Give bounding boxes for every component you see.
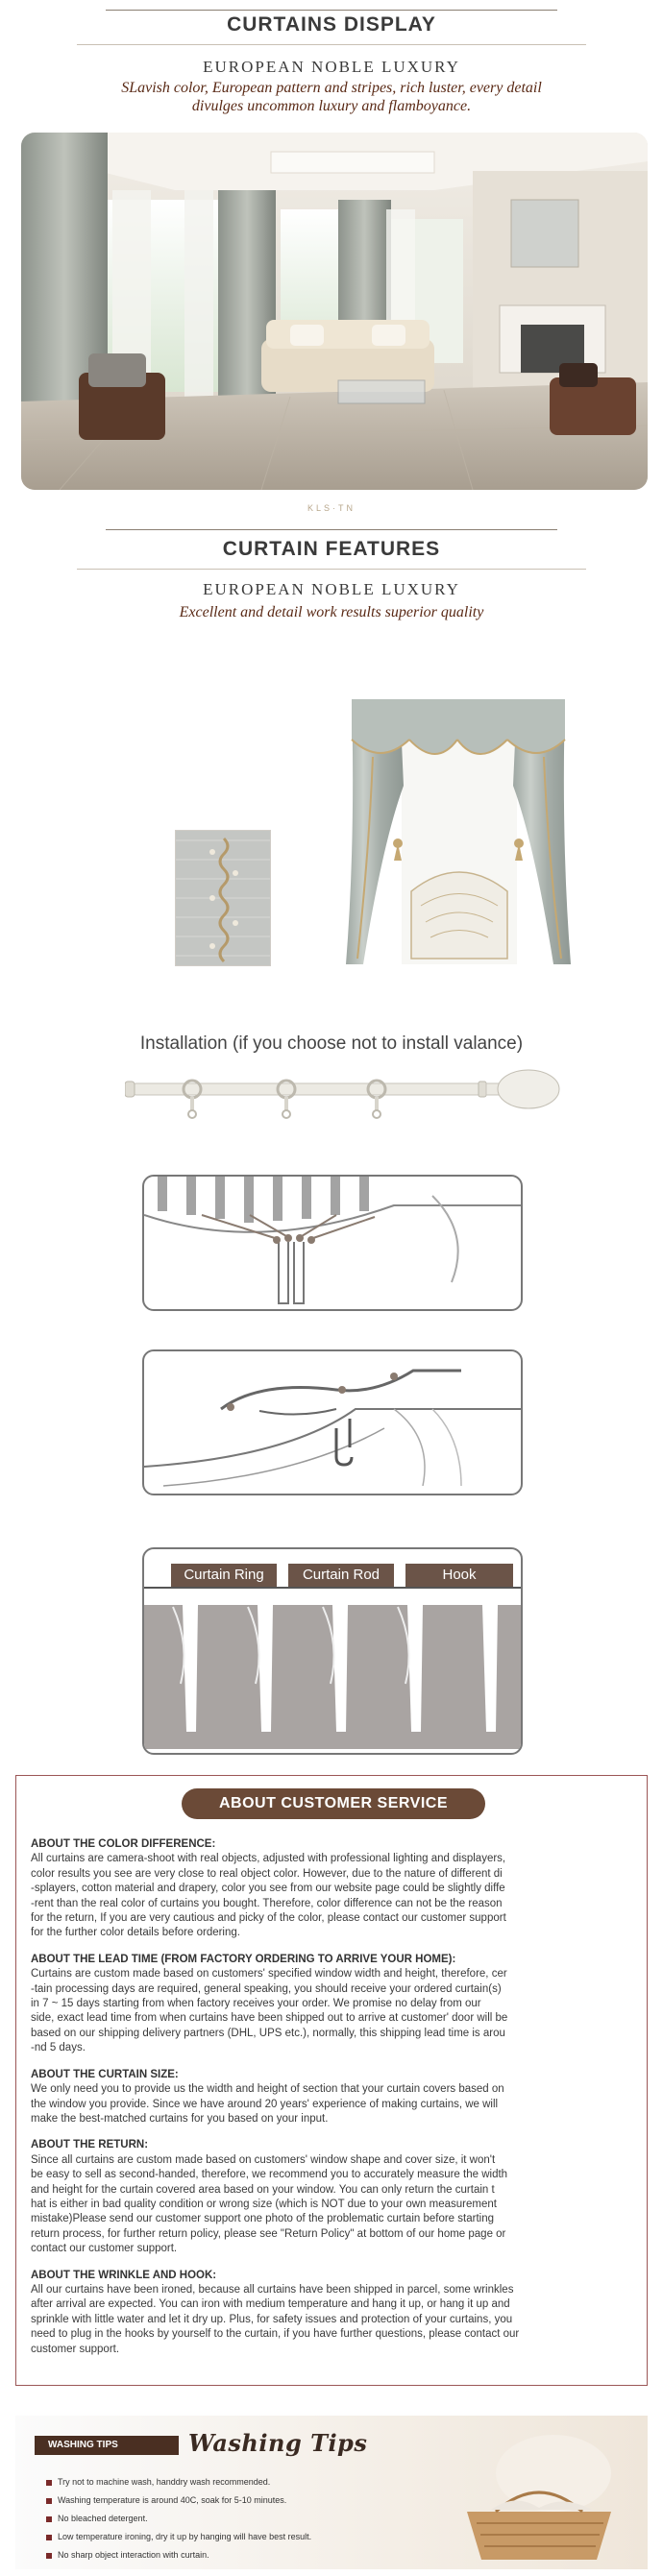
customer-service-title: ABOUT CUSTOMER SERVICE xyxy=(182,1788,485,1819)
curtain-rod-image xyxy=(125,1064,567,1126)
cs-section-return xyxy=(31,2138,642,2256)
features-subtitle: EUROPEAN NOBLE LUXURY xyxy=(203,580,460,598)
label-hook: Hook xyxy=(405,1564,513,1587)
features-header xyxy=(0,526,663,621)
washing-tips-badge: WASHING TIPS xyxy=(35,2436,179,2455)
cs-heading: ABOUT THE CURTAIN SIZE: xyxy=(31,2068,179,2080)
living-room-photo xyxy=(21,133,648,490)
washing-tips-banner xyxy=(15,2416,648,2569)
cs-section-color xyxy=(31,1837,642,1941)
cs-text: Curtains are custom made based on customers' specified window width and height, therefore, cer -tain processing days are required, general speaking, you should receive your ordered curtain(s) in 7 ~ 15 days starting from when factory receives your order. We promise no delay from our side, exact lead time from when curtains have been shipped out to arrive at customer' door will be based on our shipping delivery partners (DHL, UPS etc.), normally, this shipping lead time is arou -nd 5 days. xyxy=(31,1968,508,2054)
display-description-line1: SLavish color, European pattern and stripes, rich luster, every detail xyxy=(121,80,542,96)
features-title: CURTAIN FEATURES xyxy=(222,538,441,560)
label-curtain-ring: Curtain Ring xyxy=(171,1564,277,1587)
display-title: CURTAINS DISPLAY xyxy=(227,13,436,36)
list-item: No bleached detergent. xyxy=(44,2510,429,2528)
curtain-product-image xyxy=(344,699,573,968)
cs-text: All curtains are camera-shoot with real objects, adjusted with professional lighting and displayers, color results you see are very close to real object color. However, due to the nature of different di -splayers, cotton material and drapery, color you see from our website page could be slightly diffe -rent than the real color of curtains you bought. Therefore, color difference can not be the reason for the return, If you are very cautious and picky of the color, please contact our customer support for the further color details before ordering. xyxy=(31,1853,506,1939)
display-header xyxy=(0,8,663,115)
cs-text: We only need you to provide us the width and height of section that your curtain covers based on the window you provide. Since we have around 20 years' experience of making curtains, we will make the best-matched curtains for you based on your input. xyxy=(31,2083,504,2125)
list-item: Low temperature ironing, dry it up by hanging will have best result. xyxy=(44,2528,429,2546)
display-subtitle: EUROPEAN NOBLE LUXURY xyxy=(203,58,460,76)
cs-text: All our curtains have been ironed, because all curtains have been shipped in parcel, some wrinkles after arrival are expected. You can iron with medium temperature and hang it up, or hang it up and sprinkle with little water and let it dry up. Plus, for safety issues and protection of your curtains, you need to plug in the hooks by yourself to the curtain, if you have further questions, please contact our customer support. xyxy=(31,2283,520,2355)
customer-service-panel xyxy=(15,1775,648,2386)
cs-heading: ABOUT THE COLOR DIFFERENCE: xyxy=(31,1838,216,1850)
label-curtain-rod: Curtain Rod xyxy=(288,1564,394,1587)
cs-heading: ABOUT THE RETURN: xyxy=(31,2139,149,2151)
cs-section-size xyxy=(31,2068,642,2127)
list-item: Washing temperature is around 40C, soak for 5-10 minutes. xyxy=(44,2491,429,2510)
list-item: No sharp object interaction with curtain. xyxy=(44,2546,429,2564)
cs-text: Since all curtains are custom made based on customers' window shape and cover size, it won't be easy to sell as second-handed, therefore, we recommend you to accurately measure the width and height for the curtain covered area based on your window. You can only return the curtain t hat is either in bad quality condition or wrong size (which is NOT due to your own measurement mistake)Please send our customer support one photo of the problematic curtain before starting return process, for further return policy, please see "Return Policy" at bottom of our home page or contact our customer support. xyxy=(31,2153,508,2255)
washing-tips-list xyxy=(44,2473,429,2564)
display-description-line2: divulges uncommon luxury and flamboyance. xyxy=(191,98,472,114)
cs-section-lead-time xyxy=(31,1953,642,2056)
features-description: Excellent and detail work results superior quality xyxy=(179,604,484,620)
fabric-swatch-image xyxy=(175,830,271,966)
pleat-hook-diagram xyxy=(142,1175,523,1311)
washing-tips-script-title: Washing Tips xyxy=(188,2429,368,2457)
installation-labels xyxy=(171,1564,513,1587)
cs-heading: ABOUT THE LEAD TIME (FROM FACTORY ORDERING TO ARRIVE YOUR HOME): xyxy=(31,1953,456,1965)
installation-title: Installation (if you choose not to install valance) xyxy=(139,1033,524,1054)
customer-service-body xyxy=(31,1837,642,2369)
hook-insertion-diagram xyxy=(142,1349,523,1495)
list-item: Try not to machine wash, handdry wash recommended. xyxy=(44,2473,429,2491)
cs-section-wrinkle xyxy=(31,2269,642,2357)
cs-heading: ABOUT THE WRINKLE AND HOOK: xyxy=(31,2269,217,2281)
brand-watermark: KLS·TN xyxy=(307,503,356,513)
